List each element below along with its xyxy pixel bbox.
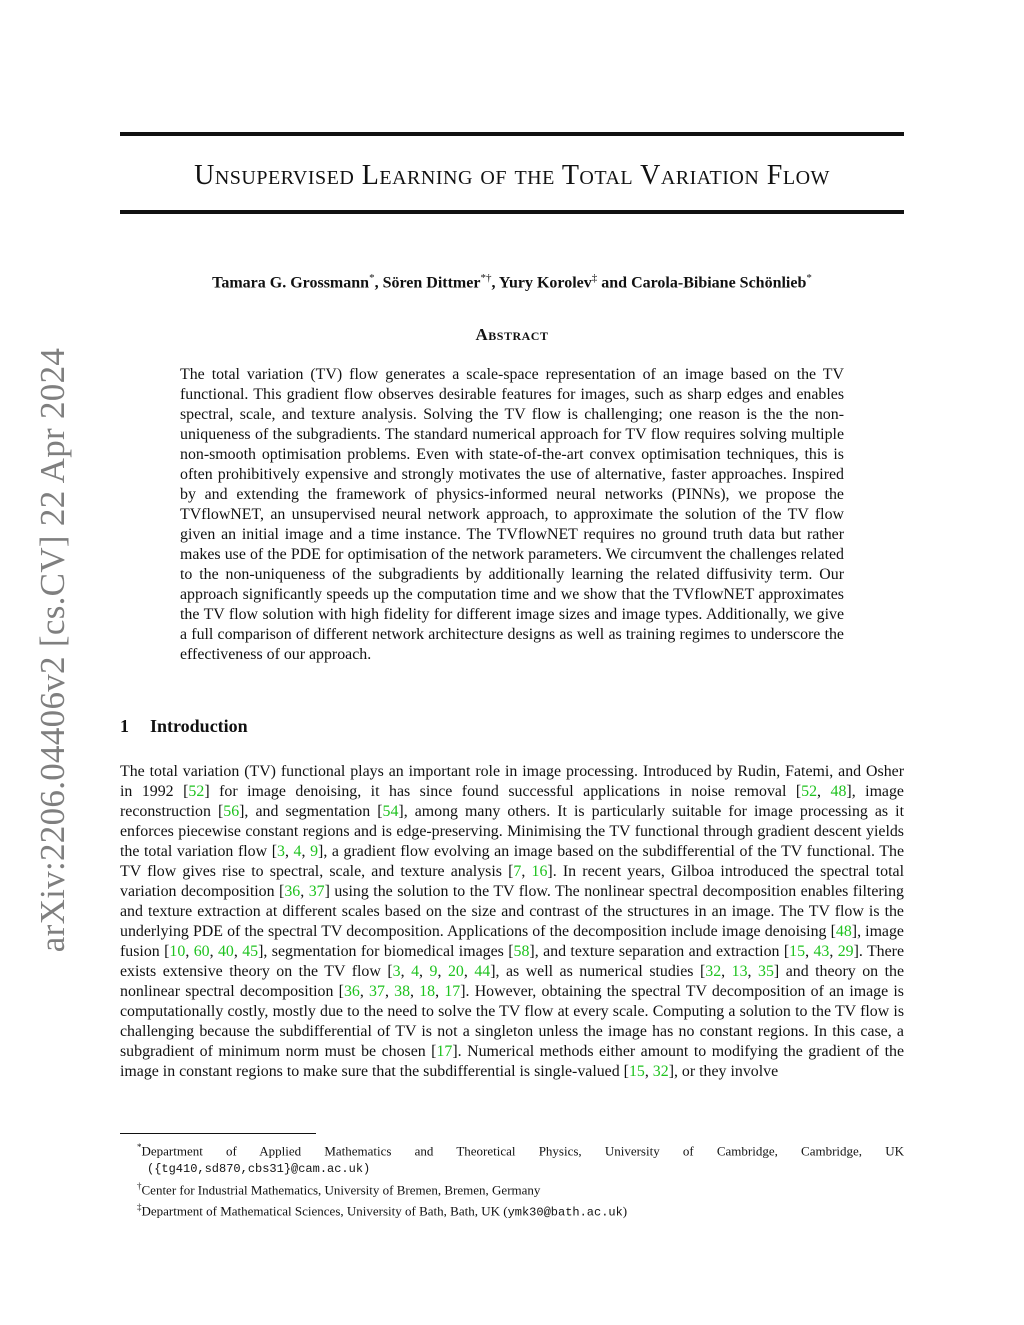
intro-text: ,	[829, 943, 838, 960]
footnote-mark: †	[137, 1181, 142, 1192]
citation-link[interactable]: 45	[242, 943, 259, 960]
citation-link[interactable]: 52	[801, 783, 818, 800]
author-separator: ,	[491, 274, 499, 292]
citation-link[interactable]: 35	[758, 963, 774, 980]
intro-text: ,	[463, 963, 475, 980]
abstract-text: The total variation (TV) flow generates a scale-space representation of an image based on the TV functional. This gradient flow observes desirable features for images, such as sharp edges and enables spectral, scale, and texture analysis. Solving the TV flow is challenging; one reason is the the non-uniqueness of the subgradients. The standard numerical approach for TV flow requires solving multiple non-smooth optimisation problems. Even with state-of-the-art convex optimisation techniques, this is often prohibitively expensive and strongly motivates the use of alternative, faster approaches. Inspired by and extending the framework of physics-informed neural networks (PINNs), we propose the TVflowNET, an unsupervised neural network approach, to approximate the solution of the TV flow given an initial image and a time instance. The TVflowNET requires no ground truth data but rather makes use of the PDE for optimisation of the network parameters. We circumvent the challenges related to the non-uniqueness of the subgradients by additionally learning the related diffusivity term. Our approach significantly speeds up the computation time and we show that the TVflowNET approximates the TV flow solution with high fidelity for different image sizes and image types. Additionally, we give a full comparison of different network architecture designs as well as training regimes to underscore the effectiveness of our approach.	[180, 366, 844, 663]
title-rule-top	[120, 132, 904, 136]
intro-text: ,	[233, 943, 243, 960]
intro-text: ]. In recent years, Gilboa introduced the spectral total variation decomposition [	[120, 863, 904, 900]
intro-text: ,	[644, 1063, 653, 1080]
citation-link[interactable]: 20	[447, 963, 464, 980]
footnote-text: Department of Applied Mathematics and Theoretical Physics, University of Cambridge, Cambridge, UK	[141, 1143, 904, 1159]
intro-text: ,	[185, 943, 194, 960]
citation-link[interactable]: 48	[835, 923, 852, 940]
section-heading	[120, 716, 248, 737]
intro-text: ,	[435, 983, 445, 1000]
footnote-text: Center for Industrial Mathematics, University of Bremen, Bremen, Germany	[141, 1182, 541, 1198]
footnotes	[137, 1139, 904, 1221]
citation-link[interactable]: 9	[429, 963, 438, 980]
intro-text: ,	[359, 983, 370, 1000]
intro-text: ,	[817, 783, 831, 800]
intro-text: ], and texture separation and extraction [	[529, 943, 790, 960]
footnote-mark: *	[137, 1142, 142, 1152]
citation-link[interactable]: 16	[531, 863, 548, 880]
intro-text: ] for image denoising, it has since found successful applications in noise removal [	[204, 783, 802, 800]
citation-link[interactable]: 15	[789, 943, 806, 960]
intro-text: ,	[384, 983, 395, 1000]
citation-link[interactable]: 36	[343, 983, 360, 1000]
affiliation-mark: ‡	[591, 272, 598, 284]
citation-link[interactable]: 9	[310, 843, 319, 860]
citation-link[interactable]: 52	[188, 783, 205, 800]
intro-text: ,	[437, 963, 448, 980]
intro-text: ], and segmentation [	[239, 803, 383, 820]
citation-link[interactable]: 4	[411, 963, 420, 980]
intro-text: ], as well as numerical studies [	[490, 963, 706, 980]
citation-link[interactable]: 43	[813, 943, 830, 960]
affiliation-mark: *†	[480, 272, 492, 284]
citation-link[interactable]: 32	[705, 963, 722, 980]
intro-text: ,	[209, 943, 218, 960]
title-rule-bottom	[120, 210, 904, 214]
intro-text: ], or they involve	[668, 1063, 779, 1080]
intro-text: ]. However, obtaining the spectral TV decomposition of an image is computationally costly, mostly due to the need to solve the TV flow at every scale. Computing a solution to the TV flow is challenging because the subdifferential of TV is not a singleton unless the image has no constant regions. In this case, a subgradient of minimum norm must be chosen [	[120, 983, 904, 1060]
citation-link[interactable]: 36	[284, 883, 301, 900]
footnote-email: ymk30@bath.ac.uk	[507, 1204, 623, 1219]
intro-text: ]. Numerical methods either amount to modifying the gradient of the image in constant regions to make sure that the subdifferential is single-valued [	[120, 1043, 904, 1080]
citation-link[interactable]: 60	[193, 943, 210, 960]
intro-text: ,	[284, 843, 294, 860]
intro-text: ,	[805, 943, 814, 960]
affiliation-mark: *	[806, 272, 812, 284]
citation-link[interactable]: 56	[223, 803, 240, 820]
intro-text: ,	[521, 863, 532, 880]
footnote-email: ({tg410,sd870,cbs31}@cam.ac.uk)	[147, 1162, 371, 1177]
intro-text: The total variation (TV) functional plays an important role in image processing. Introduced by Rudin, Fatemi, and Osher in 1992 [	[120, 763, 904, 800]
citation-link[interactable]: 13	[731, 963, 748, 980]
intro-text: ], among many others. It is particularly suitable for image processing as it enforces piecewise constant regions and is edge-preserving. Minimising the TV functional through gradient descent yields the total variation flow [	[120, 803, 904, 860]
intro-text: ,	[419, 963, 430, 980]
citation-link[interactable]: 38	[394, 983, 411, 1000]
citation-link[interactable]: 54	[382, 803, 399, 820]
footnote-mark: ‡	[137, 1201, 142, 1212]
author-separator: ,	[374, 274, 383, 292]
citation-link[interactable]: 3	[392, 963, 401, 980]
intro-text: ] and theory on the nonlinear spectral decomposition [	[120, 963, 905, 1000]
intro-text: ,	[400, 963, 412, 980]
citation-link[interactable]: 7	[513, 863, 522, 880]
author-separator: and	[597, 274, 632, 292]
author-list	[120, 272, 904, 292]
section-number: 1	[120, 716, 129, 736]
citation-link[interactable]: 32	[652, 1063, 669, 1080]
footnote	[137, 1139, 904, 1159]
arxiv-stamp: arXiv:2206.04406v2 [cs.CV] 22 Apr 2024	[33, 347, 72, 953]
citation-link[interactable]: 15	[628, 1063, 645, 1080]
citation-link[interactable]: 58	[513, 943, 530, 960]
intro-text: ], image reconstruction [	[120, 783, 904, 820]
citation-link[interactable]: 4	[293, 843, 302, 860]
footnote-text: Department of Mathematical Sciences, University of Bath, Bath, UK (	[141, 1202, 508, 1218]
intro-text: ]. There exists extensive theory on the TV flow [	[120, 943, 905, 980]
citation-link[interactable]: 29	[837, 943, 854, 960]
affiliation-mark: *	[369, 272, 375, 284]
intro-text: ] using the solution to the TV flow. The nonlinear spectral decomposition enables filtering and texture extraction at different scales based on the size and contrast of the structures in an image. The TV flow is the underlying PDE of the spectral TV decomposition. Applications of the decomposition include image denoising [	[120, 883, 904, 940]
citation-link[interactable]: 37	[308, 883, 325, 900]
footnote-continuation	[137, 1159, 904, 1178]
citation-link[interactable]: 17	[436, 1043, 453, 1060]
intro-text: ], image fusion [	[120, 923, 904, 960]
intro-text: ,	[747, 963, 759, 980]
footnote-rule	[120, 1133, 316, 1134]
citation-link[interactable]: 44	[474, 963, 491, 980]
intro-text: ,	[410, 983, 420, 1000]
citation-link[interactable]: 37	[369, 983, 385, 1000]
paper-title: Unsupervised Learning of the Total Variation Flow	[194, 160, 830, 191]
citation-link[interactable]: 40	[217, 943, 234, 960]
author-name: Yury Korolev	[498, 274, 592, 292]
intro-text: ,	[721, 963, 732, 980]
citation-link[interactable]: 3	[276, 843, 285, 860]
citation-link[interactable]: 18	[419, 983, 436, 1000]
intro-text: ,	[300, 883, 309, 900]
author-name: Tamara G. Grossmann	[212, 274, 370, 292]
intro-text: ], segmentation for biomedical images [	[258, 943, 514, 960]
introduction-paragraph	[120, 762, 904, 1082]
intro-text: ,	[301, 843, 311, 860]
intro-text: ], a gradient flow evolving an image based on the subdifferential of the TV functional. The TV flow gives rise to spectral, scale, and texture analysis [	[120, 843, 905, 880]
citation-link[interactable]: 17	[444, 983, 461, 1000]
footnote-suffix: )	[622, 1202, 628, 1218]
author-name: Carola-Bibiane Schönlieb	[631, 274, 807, 292]
citation-link[interactable]: 10	[169, 943, 186, 960]
section-title: Introduction	[150, 716, 248, 736]
footnote	[137, 1199, 904, 1221]
footnote	[137, 1178, 904, 1198]
author-name: Sören Dittmer	[382, 274, 481, 292]
abstract-heading: Abstract	[475, 325, 549, 344]
citation-link[interactable]: 48	[830, 783, 847, 800]
